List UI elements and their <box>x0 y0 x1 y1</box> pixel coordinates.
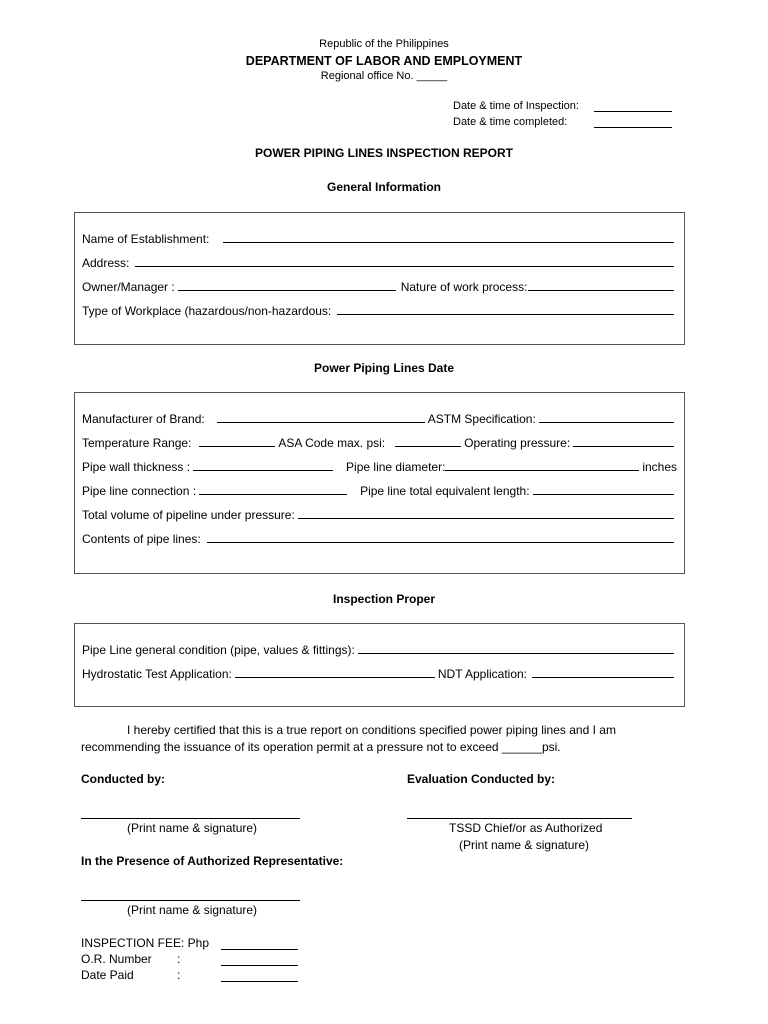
astm-label: ASTM Specification: <box>427 412 536 426</box>
inspection-box <box>74 623 685 707</box>
or-number-colon: : <box>177 952 181 966</box>
hydrostatic-label: Hydrostatic Test Application: <box>82 667 232 681</box>
piping-heading: Power Piping Lines Date <box>313 361 455 375</box>
general-info-heading: General Information <box>326 180 442 194</box>
establishment-field[interactable] <box>223 231 674 243</box>
operating-field[interactable] <box>573 435 674 447</box>
or-number-field[interactable] <box>221 965 298 966</box>
department-title: DEPARTMENT OF LABOR AND EMPLOYMENT <box>245 54 523 68</box>
evaluation-print-name: (Print name & signature) <box>459 838 590 852</box>
diameter-field[interactable] <box>445 459 639 471</box>
asa-label: ASA Code max. psi: <box>278 436 386 450</box>
inspection-time-field[interactable] <box>594 111 672 112</box>
tssd-label: TSSD Chief/or as Authorized <box>449 821 603 835</box>
astm-field[interactable] <box>539 411 674 423</box>
manufacturer-field[interactable] <box>217 411 425 423</box>
volume-field[interactable] <box>298 507 674 519</box>
diameter-label: Pipe line diameter: <box>346 460 446 474</box>
wall-thickness-field[interactable] <box>193 459 333 471</box>
address-field[interactable] <box>135 255 674 267</box>
inspection-heading: Inspection Proper <box>332 592 436 606</box>
volume-label: Total volume of pipeline under pressure: <box>82 508 295 522</box>
address-label: Address: <box>82 256 130 270</box>
nature-field[interactable] <box>528 279 674 291</box>
establishment-label: Name of Establishment: <box>82 232 210 246</box>
temperature-field[interactable] <box>199 435 275 447</box>
general-info-box <box>74 212 685 345</box>
representative-print-name: (Print name & signature) <box>127 903 258 917</box>
completed-time-field[interactable] <box>594 127 672 128</box>
workplace-field[interactable] <box>337 303 674 315</box>
connection-label: Pipe line connection : <box>82 484 197 498</box>
conducted-by-label: Conducted by: <box>81 772 165 786</box>
owner-label: Owner/Manager : <box>82 280 175 294</box>
inspection-time-label: Date & time of Inspection: <box>453 100 579 112</box>
regional-office: Regional office No. _____ <box>320 70 448 82</box>
conducted-print-name: (Print name & signature) <box>127 821 258 835</box>
condition-field[interactable] <box>358 642 674 654</box>
operating-label: Operating pressure: <box>464 436 571 450</box>
diameter-unit: inches <box>642 460 677 474</box>
piping-box <box>74 392 685 574</box>
condition-label: Pipe Line general condition (pipe, values & fittings): <box>82 643 355 657</box>
completed-time-label: Date & time completed: <box>453 116 568 128</box>
inspection-fee-field[interactable] <box>221 949 298 950</box>
or-number-label: O.R. Number <box>81 952 152 966</box>
hydrostatic-field[interactable] <box>235 666 435 678</box>
date-paid-colon: : <box>177 968 181 982</box>
ndt-field[interactable] <box>532 666 674 678</box>
certification-line-2: recommending the issuance of its operation permit at a pressure not to exceed ______psi. <box>81 740 561 754</box>
temperature-label: Temperature Range: <box>82 436 192 450</box>
inspection-fee-label: INSPECTION FEE: Php <box>81 936 210 950</box>
asa-field[interactable] <box>395 435 461 447</box>
representative-signature-line[interactable] <box>81 900 300 901</box>
presence-label: In the Presence of Authorized Representative: <box>81 854 344 868</box>
wall-thickness-label: Pipe wall thickness : <box>82 460 191 474</box>
connection-field[interactable] <box>199 483 347 495</box>
ndt-label: NDT Application: <box>437 667 528 681</box>
workplace-label: Type of Workplace (hazardous/non-hazardous: <box>82 304 332 318</box>
nature-label: Nature of work process: <box>400 280 528 294</box>
evaluation-signature-line[interactable] <box>407 818 632 819</box>
equiv-length-label: Pipe line total equivalent length: <box>360 484 530 498</box>
conducted-signature-line[interactable] <box>81 818 300 819</box>
certification-line-1: I hereby certified that this is a true report on conditions specified power piping lines and I am <box>127 723 616 737</box>
equiv-length-field[interactable] <box>533 483 674 495</box>
date-paid-field[interactable] <box>221 981 298 982</box>
date-paid-label: Date Paid <box>81 968 134 982</box>
owner-field[interactable] <box>178 279 396 291</box>
contents-label: Contents of pipe lines: <box>82 532 201 546</box>
evaluation-label: Evaluation Conducted by: <box>407 772 556 786</box>
manufacturer-label: Manufacturer of Brand: <box>82 412 205 426</box>
report-title: POWER PIPING LINES INSPECTION REPORT <box>254 146 514 160</box>
contents-field[interactable] <box>207 531 674 543</box>
republic-line: Republic of the Philippines <box>319 38 449 50</box>
